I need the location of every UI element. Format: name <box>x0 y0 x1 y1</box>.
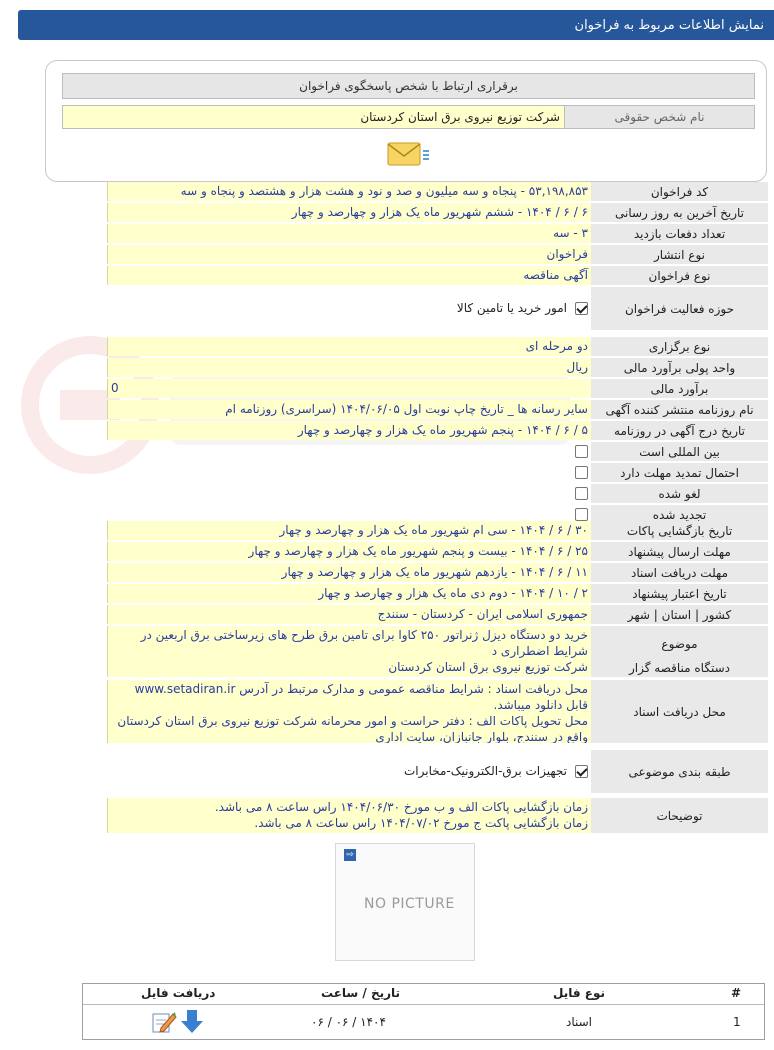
notes-label: توضیحات <box>591 798 768 834</box>
row-submit-deadline <box>0 542 774 562</box>
doc-deadline-value: ۱۱ / ۶ / ۱۴۰۴ - یازدهم شهریور ماه یک هزار و چهارصد و چهار <box>107 563 591 582</box>
publish-type-value: فراخوان <box>107 245 591 264</box>
col-date: تاریخ / ساعت <box>321 986 401 1000</box>
last-update-label: تاریخ آخرین به روز رسانی <box>591 203 768 223</box>
subject-value: خرید دو دستگاه دیزل ژنراتور ۲۵۰ کاوا برای تامین برق طرح های زیرساختی برق اربعین در شرایط اضطراری د <box>107 626 591 661</box>
row-ad-date <box>0 421 774 441</box>
visits-label: تعداد دفعات بازدید <box>591 224 768 244</box>
submit-deadline-label: مهلت ارسال پیشنهاد <box>591 542 768 562</box>
category-value: تجهیزات برق-الکترونیک-مخابرات <box>403 764 567 778</box>
no-picture-image <box>335 843 475 961</box>
files-table <box>82 983 765 1040</box>
activity-checkbox[interactable] <box>575 302 588 315</box>
estimate-value: 0 <box>107 379 591 398</box>
row-newspaper <box>0 400 774 420</box>
doc-deadline-label: مهلت دریافت اسناد <box>591 563 768 583</box>
row-category <box>0 750 774 794</box>
location-value: جمهوری اسلامی ایران - کردستان - سنندج <box>107 605 591 624</box>
row-holding-type <box>0 337 774 357</box>
notes-value <box>107 798 591 833</box>
legal-person-label: نام شخص حقوقی <box>564 105 755 129</box>
row-code <box>0 182 774 202</box>
currency-label: واحد پولی برآورد مالی <box>591 358 768 378</box>
newspaper-label: نام روزنامه منتشر کننده آگهی <box>591 400 768 420</box>
contact-panel <box>45 60 767 182</box>
activity-checkbox-group <box>457 301 588 315</box>
currency-value: ریال <box>107 358 591 377</box>
doc-place-line1: محل دریافت اسناد : شرایط مناقصه عمومی و مدارک مرتبط در آدرس www.setadiran.ir قابل دانلود میباشد. <box>134 682 588 712</box>
code-label: کد فراخوان <box>591 182 768 202</box>
row-doc-place <box>0 680 774 744</box>
renewed-label: تجدید شده <box>591 505 768 525</box>
row-activity <box>0 287 774 331</box>
row-estimate <box>0 379 774 399</box>
row-last-update <box>0 203 774 223</box>
estimate-label: برآورد مالی <box>591 379 768 399</box>
last-update-value: ۶ / ۶ / ۱۴۰۴ - ششم شهریور ماه یک هزار و چهارصد و چهار <box>107 203 591 222</box>
holding-type-label: نوع برگزاری <box>591 337 768 357</box>
row-doc-deadline <box>0 563 774 583</box>
row-extension <box>0 463 774 483</box>
call-type-value: آگهی مناقصه <box>107 266 591 285</box>
row-notes <box>0 798 774 834</box>
row-validity <box>0 584 774 604</box>
international-checkbox[interactable] <box>575 445 588 458</box>
cancelled-checkbox[interactable] <box>575 487 588 500</box>
open-date-value: ۳۰ / ۶ / ۱۴۰۴ - سی ام شهریور ماه یک هزار و چهارصد و چهار <box>107 521 591 540</box>
row-call-type <box>0 266 774 286</box>
files-table-header <box>83 984 764 1005</box>
visits-value: ۳ - سه <box>107 224 591 243</box>
location-label: کشور | استان | شهر <box>591 605 768 625</box>
download-icon[interactable] <box>179 1008 205 1034</box>
ad-date-label: تاریخ درج آگهی در روزنامه <box>591 421 768 441</box>
col-download: دریافت فایل <box>141 986 216 1000</box>
call-type-label: نوع فراخوان <box>591 266 768 286</box>
page-header <box>18 10 774 40</box>
col-type: نوع فایل <box>553 986 605 1000</box>
open-date-label: تاریخ بازگشایی پاکات <box>591 521 768 541</box>
organizer-value: شرکت توزیع نیروی برق استان کردستان <box>107 658 591 677</box>
file-num: 1 <box>733 1015 741 1029</box>
doc-place-line2: محل تحویل پاکات الف : دفتر حراست و امور محرمانه شرکت توزیع نیروی برق استان کردستان واقع در سنندج، بلوار جانبازان، سایت اداری <box>117 714 588 743</box>
row-visits <box>0 224 774 244</box>
category-checkbox-group <box>404 764 588 778</box>
publish-type-label: نوع انتشار <box>591 245 768 265</box>
code-value: ۵۳,۱۹۸,۸۵۳ - پنجاه و سه میلیون و صد و نود و هشت هزار و هشتصد و پنجاه و سه <box>107 182 591 201</box>
file-type: اسناد <box>566 1015 593 1029</box>
row-currency <box>0 358 774 378</box>
international-label: بین المللی است <box>591 442 768 462</box>
envelope-icon[interactable] <box>386 139 430 169</box>
row-international <box>0 442 774 462</box>
contact-title: برقراری ارتباط با شخص پاسخگوی فراخوان <box>62 73 755 99</box>
category-label: طبقه بندی موضوعی <box>591 750 768 794</box>
page-title: نمایش اطلاعات مربوط به فراخوان <box>574 17 764 33</box>
category-checkbox[interactable] <box>575 765 588 778</box>
validity-label: تاریخ اعتبار پیشنهاد <box>591 584 768 604</box>
activity-value: امور خرید یا تامین کالا <box>456 301 567 315</box>
table-row <box>83 1006 764 1038</box>
cancelled-label: لغو شده <box>591 484 768 504</box>
col-num: # <box>731 986 742 1000</box>
row-open-date <box>0 521 774 541</box>
edit-icon[interactable] <box>151 1008 177 1034</box>
activity-label: حوزه فعالیت فراخوان <box>591 287 768 331</box>
legal-person-value: شرکت توزیع نیروی برق استان کردستان <box>62 105 564 129</box>
file-date: ۰۶ / ۰۶ / ۱۴۰۴ <box>311 1015 386 1029</box>
row-subject <box>0 626 774 662</box>
submit-deadline-value: ۲۵ / ۶ / ۱۴۰۴ - بیست و پنجم شهریور ماه یک هزار و چهارصد و چهار <box>107 542 591 561</box>
row-cancelled <box>0 484 774 504</box>
row-organizer <box>0 658 774 678</box>
extension-label: احتمال تمدید مهلت دارد <box>591 463 768 483</box>
extension-checkbox[interactable] <box>575 466 588 479</box>
row-location <box>0 605 774 625</box>
holding-type-value: دو مرحله ای <box>107 337 591 356</box>
subject-label: موضوع <box>591 626 768 662</box>
doc-place-value <box>107 680 591 743</box>
doc-place-label: محل دریافت اسناد <box>591 680 768 744</box>
notes-line2: زمان بازگشایی پاکت ج مورخ ۱۴۰۴/۰۷/۰۲ راس ساعت ۸ می باشد. <box>254 816 588 830</box>
organizer-label: دستگاه مناقصه گزار <box>591 658 768 678</box>
row-publish-type <box>0 245 774 265</box>
newspaper-value: سایر رسانه ها _ تاریخ چاپ نوبت اول ۱۴۰۴/۰۶/۰۵ (سراسری) روزنامه ام <box>107 400 591 419</box>
no-picture-text: NO PICTURE <box>364 896 455 912</box>
broken-image-icon: ⇨ <box>344 849 356 861</box>
validity-value: ۲ / ۱۰ / ۱۴۰۴ - دوم دی ماه یک هزار و چهارصد و چهار <box>107 584 591 603</box>
ad-date-value: ۵ / ۶ / ۱۴۰۴ - پنجم شهریور ماه یک هزار و چهارصد و چهار <box>107 421 591 440</box>
notes-line1: زمان بازگشایی پاکات الف و ب مورخ ۱۴۰۴/۰۶/۳۰ راس ساعت ۸ می باشد. <box>214 800 588 814</box>
renewed-checkbox[interactable] <box>575 508 588 521</box>
